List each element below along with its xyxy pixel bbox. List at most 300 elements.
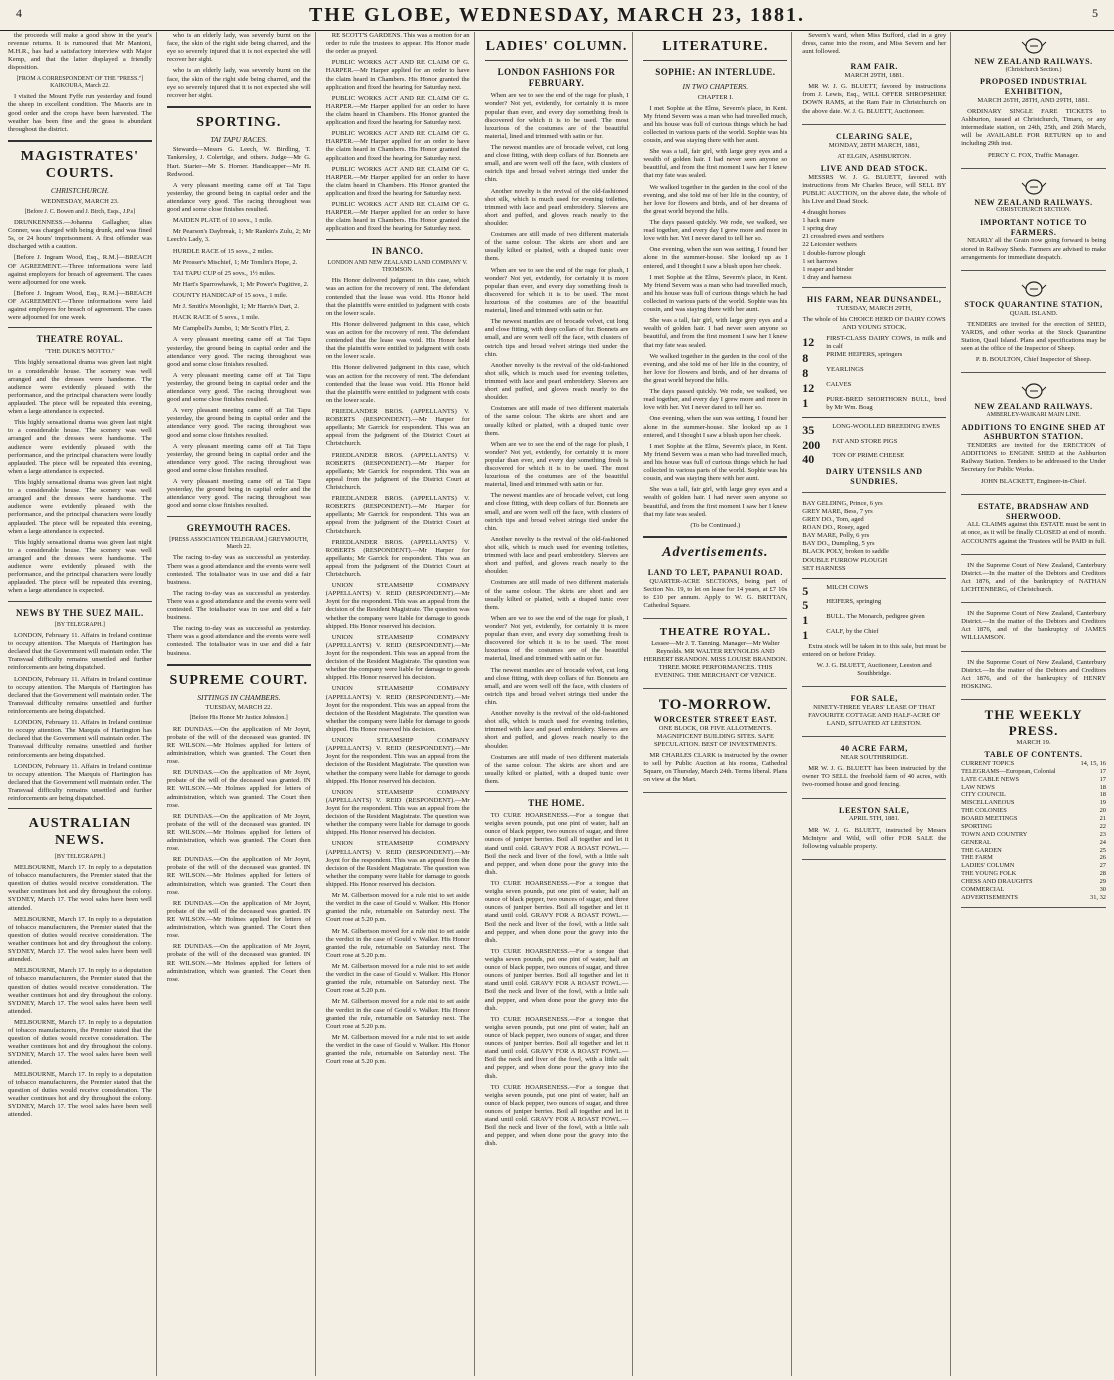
accident-text: who is an elderly lady, was severely burnt on the face, the skin of the right side being charred, and the eye so severely injured that it is not expected she will recover her sight.	[166, 32, 311, 64]
in-banco-text-3e: UNION STEAMSHIP COMPANY (APPELLANTS) V. REID (RESPONDENT).—Mr Joynt for the respondent. This was an appeal from the decision of the Resident Magistrate. The question was whether the company were liable for damage to goods shipped. His Honor reserved his decision.	[325, 788, 470, 837]
exhibition-date: MARCH 26TH, 28TH, AND 29TH, 1881.	[977, 96, 1090, 104]
greymouth-races-heading: GREYMOUTH RACES.	[186, 522, 291, 533]
list-item: 1 hack mare	[802, 217, 835, 225]
magistrates-date: WEDNESDAY, MARCH 23.	[41, 197, 119, 205]
advertisements-heading: Advertisements.	[662, 544, 769, 560]
for-sale-text: NINETY-THREE YEARS' LEASE OF THAT FAVOURITE COTTAGE AND HALF-ACRE OF LAND, SITUATED AT LEESTON.	[808, 704, 941, 728]
list-item: 1 set harrows	[802, 257, 838, 265]
lot-row	[802, 598, 946, 613]
list-item: ROAN DO., Rosey, aged	[802, 524, 869, 532]
crest-icon	[1021, 178, 1047, 196]
greymouth-races-text-b: The racing to-day was as successful as yesterday. There was a good attendance and the events were well contested. The totalisator was in use and did a fair business.	[166, 589, 311, 622]
story-parts: IN TWO CHAPTERS.	[682, 82, 749, 92]
toc-page: 14, 15, 16	[1080, 759, 1106, 767]
crest-icon	[1021, 280, 1047, 298]
toc-title: LAW NEWS	[961, 783, 995, 791]
in-banco-text-2: FRIEDLANDER BROS. (APPELLANTS) V. ROBERTS (RESPONDENT).—Mr Harper for appellants; Mr Garrick for respondent. This was an appeal from the judgment of the District Court at Christchurch.	[325, 407, 470, 448]
lot-row	[802, 628, 946, 643]
lot-number: 1	[802, 613, 809, 628]
race-name: TAI TAPU CUP of 25 sovs., 1½ miles.	[172, 269, 276, 277]
lot-desc: CALF, by the Chief	[826, 627, 879, 635]
ad-land-heading: LAND TO LET, PAPANUI ROAD.	[647, 568, 784, 578]
ram-fair-heading: RAM FAIR.	[850, 62, 898, 72]
nz-railways-sub: (Christchurch Section.)	[1005, 66, 1062, 73]
columns	[4, 32, 1110, 1376]
court-text-e: PUBLIC WORKS ACT AND RE CLAIM OF G. HARPER.—Mr Harper applied for an order to have the claim heard in Chambers. His Honor granted the application and fixed the hearing for Saturday next.	[325, 201, 470, 233]
acre-farm-text: MR W. J. G. BLUETT has been instructed by the owner TO SELL the freehold farm of 40 acres, with two-roomed house and good fencing.	[802, 765, 947, 789]
table-row	[961, 823, 1106, 831]
toc-page: 18	[1099, 791, 1106, 799]
crest-icon	[1021, 382, 1047, 400]
clearing-sale-sub: LIVE AND DEAD STOCK.	[820, 163, 928, 173]
ad-supreme-court-2	[961, 607, 1106, 651]
race-result: Mr Campbell's Jumbo, 1; Mr Scott's Flirt, 2.	[172, 325, 290, 333]
in-banco-text-3d: UNION STEAMSHIP COMPANY (APPELLANTS) V. REID (RESPONDENT).—Mr Joynt for the respondent. This was an appeal from the decision of the Resident Magistrate. The question was whether the company were liable for damage to goods shipped. His Honor reserved his decision.	[325, 737, 470, 785]
table-row	[961, 862, 1106, 870]
in-banco-text-c: His Honor delivered judgment in this case, which was an action for the recovery of rent. The defendant contended that the lease was void. His Honor held that the plaintiffs were entitled to judgment with costs on the lower scale.	[325, 364, 470, 404]
column-7	[957, 32, 1110, 1376]
lot-number: 200	[802, 437, 821, 452]
farmers-notice-text: NEARLY all the Grain now going forward is being stored in Railway Sheds. Farmers are advised to make arrangements for immediate despatch.	[961, 237, 1106, 261]
suez-mail-sub: [BY TELEGRAPH.]	[54, 621, 105, 628]
column-2	[163, 32, 316, 1376]
fashion-text-3b: Another novelty is the revival of the old-fashioned shot silk, which is much used for evening toilettes, trimmed with lace and pearl embroidery. Sleeves are short and puffed, and gloves reach nearly to the shoulder.	[484, 361, 629, 402]
ad-tomorrow-text-2: MR CHARLES CLARK is instructed by the owner to sell by Public Auction at his rooms, Cathedral Square, on Thursday, March 24th. Terms liberal. Plans on view at the Mart.	[643, 752, 788, 784]
supreme-court-text-e: RE DUNDAS.—On the application of Mr Joynt, probate of the will of the deceased was granted. IN RE WILSON.—Mr Holmes applied for letters of administration, which was granted. The Court then rose.	[166, 899, 311, 940]
australian-news-text: MELBOURNE, March 17. In reply to a deputation of tobacco manufacturers, the Premier stated that the question of duties would receive consideration. The weather continues hot and dry throughout the colony. SYDNEY, March 17. The wool sales have been well attended.	[8, 863, 152, 912]
ad-weekly-press	[961, 704, 1106, 908]
fashion-text-4: Costumes are still made of two different materials of the same colour. The skirts are short and are usually kilted or plaited, with a draped tunic over them.	[484, 231, 629, 263]
ad-supreme-court-1	[961, 559, 1106, 603]
table-row	[961, 839, 1106, 847]
in-banco-text-3c: UNION STEAMSHIP COMPANY (APPELLANTS) V. REID (RESPONDENT).—Mr Joynt for the respondent. This was an appeal from the decision of the Resident Magistrate. The question was whether the company were liable for damage to goods shipped. His Honor reserved his decision.	[325, 685, 470, 734]
fashion-text-2b: The newest mantles are of brocade velvet, cut long and close fitting, with deep collars of fur. Bonnets are small, and are worn well off the face, with clusters of ostrich tips and broad velvet strings tied under the chin.	[484, 318, 629, 358]
toc-page: 27	[1099, 862, 1106, 870]
fashion-text-3d: Another novelty is the revival of the old-fashioned shot silk, which is much used for evening toilettes, trimmed with lace and pearl embroidery. Sleeves are short and puffed, and gloves reach nearly to the shoulder.	[484, 710, 629, 750]
toc-title: THE FARM	[961, 854, 993, 862]
story-text-1c: I met Sophie at the Elms, Severn's place, in Kent. My friend Severn was a man who had travelled much, and his house was full of curious things which he had collected in various parts of the world. Sophie was his cousin, and was staying there with her aunt.	[643, 442, 788, 483]
race-results	[167, 217, 311, 333]
toc-page: 18	[1099, 783, 1106, 791]
australian-news-text-d: MELBOURNE, March 17. In reply to a deputation of tobacco manufacturers, the Premier stated that the question of duties would receive consideration. The weather continues hot and dry throughout the colony. SYDNEY, March 17. The wool sales have been well attended.	[8, 1018, 152, 1067]
crest-icon	[1021, 37, 1047, 55]
dairy-utensils-heading: DAIRY UTENSILS AND SUNDRIES.	[825, 467, 923, 486]
in-banco-heading: IN BANCO.	[371, 245, 424, 256]
table-row	[961, 831, 1106, 839]
ad-estate-bradshaw	[961, 499, 1106, 555]
clearing-sale-heading: CLEARING SALE,	[836, 131, 913, 141]
race-result: Mr Pearson's Daybreak, 1; Mr Rankin's Zulu, 2; Mr Leech's Lady, 3.	[166, 228, 311, 244]
magistrates-bench: [Before J. C. Bowen and J. Birch, Esqs., J.P.s]	[24, 208, 136, 215]
toc-title: THE COLONIES	[961, 807, 1007, 815]
theatre-review-d: This highly sensational drama was given last night to a considerable house. The scenery was well arranged and the dresses were handsome. The audience were evidently pleased with the performance, and the principal characters were loudly applauded. The piece will be repeated this evening, when a large attendance is expected.	[8, 538, 152, 595]
list-item: BLACK POLY, broken to saddle	[802, 548, 889, 556]
clearing-sale-items	[802, 209, 946, 282]
toc-page: 30	[1099, 885, 1106, 893]
supreme-court-date: TUESDAY, MARCH 22.	[205, 704, 273, 712]
story-text-2: She was a tall, fair girl, with large grey eyes and a wealth of golden hair. I had never seen anyone so beautiful, and from the first moment I saw her I knew that my fate was sealed.	[643, 148, 788, 180]
in-banco-text-3: UNION STEAMSHIP COMPANY (APPELLANTS) V. REID (RESPONDENT).—Mr Joynt for the respondent. This was an appeal from the decision of the Resident Magistrate. The question was whether the company were liable for damage to goods shipped. His Honor reserved his decision.	[325, 582, 470, 630]
in-banco-text-4b: Mr M. Gilbertson moved for a rule nisi to set aside the verdict in the case of Gould v. Walker. His Honor granted the rule, returnable on Saturday next. The Court rose at 5.20 p.m.	[325, 927, 470, 959]
table-row	[961, 870, 1106, 878]
supreme-notice-2: IN the Supreme Court of New Zealand, Canterbury District.—In the matter of the Debtors and Creditors Act 1876, and of the bankruptcy of JAMES WILLIAMSON.	[961, 610, 1106, 642]
lot-number: 5	[802, 598, 809, 613]
fashion-text-1b: When are we to see the end of the rage for plush, I wonder? Not yet, evidently, for certainly it is more popular than ever, and every day something fresh is discovered for which it is to be used. The most luxurious of the costumes are of the beautiful material, lined and trimmed with satin or fur.	[484, 266, 629, 315]
race-result: Mr Hart's Sparrowhawk, 1; Mr Power's Fugitive, 2.	[172, 280, 309, 288]
story-title: SOPHIE: AN INTERLUDE.	[655, 67, 776, 78]
lot-desc: PRIME HEIFERS, springers	[826, 351, 903, 359]
court-text-b: PUBLIC WORKS ACT AND RE CLAIM OF G. HARPER.—Mr Harper applied for an order to have the claim heard in Chambers. His Honor granted the application and fixed the hearing for Saturday next.	[325, 94, 470, 127]
for-sale-heading: FOR SALE,	[850, 694, 898, 704]
court-text-d: PUBLIC WORKS ACT AND RE CLAIM OF G. HARPER.—Mr Harper applied for an order to have the claim heard in Chambers. His Honor granted the application and fixed the hearing for Saturday next.	[325, 165, 470, 197]
lot-row	[802, 335, 946, 351]
nz-railways-2-heading: NEW ZEALAND RAILWAYS.	[974, 197, 1093, 207]
theatre-review-b: This highly sensational drama was given last night to a considerable house. The scenery was well arranged and the dresses were handsome. The audience were evidently pleased with the performance, and the principal characters were loudly applauded. The piece will be repeated this evening, when a large attendance is expected.	[8, 419, 152, 475]
lot-number: 40	[802, 452, 815, 467]
magistrates-cases-2: [Before J. Ingram Wood, Esq., R.M.]—BREACH OF AGREEMENT.—Three informations were laid against employers for breach of agreement. The cases were adjourned for one week.	[8, 254, 152, 286]
lot-number: 12	[802, 335, 815, 350]
toc-title: CURRENT TOPICS	[961, 759, 1015, 767]
ad-supreme-court-3	[961, 656, 1106, 700]
acre-farm-sub: NEAR SOUTHBRIDGE.	[840, 754, 909, 762]
ad-tomorrow-text: ONE BLOCK, OR FIVE ALLOTMENTS. MAGNIFICENT BUILDING SITES. SAFE SPECULATION. BEST OF INVESTMENTS.	[653, 724, 777, 748]
table-row	[961, 854, 1106, 862]
list-item: 21 crossbred ewes and wethers	[802, 233, 884, 241]
stock-quarantine-signature: P. B. BOULTON, Chief Inspector of Sheep.	[975, 356, 1092, 364]
in-banco-text-4: Mr M. Gilbertson moved for a rule nisi to set aside the verdict in the case of Gould v. Walker. His Honor granted the rule, returnable on Saturday next. The Court rose at 5.20 p.m.	[325, 892, 470, 924]
lot-desc: YEARLINGS	[826, 366, 864, 374]
ad-40-acre-farm	[802, 741, 946, 798]
in-banco-case: LONDON AND NEW ZEALAND LAND COMPANY V. THOMSON.	[327, 259, 468, 273]
tai-tapu-races-heading: TAI TAPU RACES.	[210, 135, 268, 145]
toc-page: 17	[1099, 767, 1106, 775]
supreme-notice-3: IN the Supreme Court of New Zealand, Canterbury District.—In the matter of the Debtors and Creditors Act 1876, and of the bankruptcy of HENRY HOSKING.	[961, 658, 1106, 690]
list-item: GREY MARE, Bess, 7 yrs	[802, 507, 873, 515]
story-text-3b: We walked together in the garden in the cool of the evening, and she told me of her life in the country, of her love for flowers and birds, and of her dreams of the great world beyond the hills.	[643, 352, 788, 384]
lot-number: 8	[802, 366, 809, 381]
ad-leeston-sale	[802, 803, 946, 860]
clearing-sale-text: MESSRS W. J. G. BLUETT, favored with instructions from Mr Charles Bruce, will SELL BY PUBLIC AUCTION, on the above date, the whole of his Live and Dead Stock.	[802, 173, 947, 205]
ram-fair-date: MARCH 29TH, 1881.	[844, 72, 904, 80]
magistrates-cases: DRUNKENNESS.—Johanna Gallagher, alias Conner, was charged with being drunk, and was fined 5s, or 24 hours' imprisonment. A first offender was discharged with a caution.	[8, 218, 152, 251]
races-intro-b: A very pleasant meeting came off at Tai Tapu yesterday, the ground being in capital order and the attendance very good. The racing throughout was good and some close finishes resulted.	[166, 336, 311, 368]
list-item: 22 Leicester wethers	[802, 241, 857, 249]
column-3	[322, 32, 475, 1376]
fashion-text-4c: Costumes are still made of two different materials of the same colour. The skirts are short and are usually kilted or plaited, with a draped tunic over them.	[484, 579, 629, 611]
toc-title: LATE CABLE NEWS	[961, 775, 1020, 783]
toc-title: SPORTING	[961, 822, 993, 830]
toc-page: 25	[1099, 846, 1106, 854]
article-intro: the proceeds will make a good show in the year's revenue returns. It is rumoured that Mr Mantoni, M.H.R., has had a satisfactory interview with Major Kemp, and that the latter displayed a friendly disposition.	[8, 32, 152, 72]
weekly-press-heading: THE WEEKLY PRESS.	[984, 707, 1083, 738]
supreme-court-heading: SUPREME COURT.	[169, 672, 309, 688]
lot-desc: TON OF PRIME CHEESE	[832, 452, 905, 460]
race-result: Mr Prosser's Mischief, 1; Mr Tomlin's Hope, 2.	[172, 258, 298, 266]
race-name: MAIDEN PLATE of 10 sovs., 1 mile.	[172, 217, 273, 225]
toc-title: TOWN AND COUNTRY	[961, 830, 1028, 838]
ad-theatre-royal	[643, 623, 787, 689]
home-text-b: TO CURE HOARSENESS.—For a tongue that weighs seven pounds, put one pint of water, half an ounce of black pepper, two ounces of sugar, and three ounces of juniper berries. Boil all together and let it stand until cold. GRAVY FOR A ROAST FOWL.—Boil the neck and liver of the fowl, with a little salt and pepper, and when done pour the gravy into the dish.	[484, 880, 629, 944]
acre-farm-heading: 40 ACRE FARM,	[840, 744, 908, 754]
leeston-date: APRIL 5TH, 1881.	[848, 815, 900, 823]
suez-mail-text-d: LONDON, February 11. Affairs in Ireland continue to occupy attention. The Marquis of Hartington has declared that the Government will maintain order. The Transvaal difficulty remains unsettled and further reinforcements are being dispatched.	[8, 762, 152, 803]
races-intro-f: A very pleasant meeting came off at Tai Tapu yesterday, the ground being in capital order and the attendance very good. The racing throughout was good and some close finishes resulted.	[166, 478, 311, 510]
ad-land-text: QUARTER-ACRE SECTIONS, being part of Section No. 19, to let on lease for 14 years, at £7 10s to £10 per annum. Apply to W. G. BRITTAN, Cathedral Square.	[643, 577, 788, 610]
engine-shed-signature: JOHN BLACKETT, Engineer-in-Chief.	[980, 477, 1087, 485]
lot-desc: PURE-BRED SHORTHORN BULL, bred by Mr Wm. Boag	[826, 395, 947, 411]
suez-mail-text-b: LONDON, February 11. Affairs in Ireland continue to occupy attention. The Marquis of Hartington has declared that the Government will maintain order. The Transvaal difficulty remains unsettled and further reinforcements are being dispatched.	[8, 675, 152, 715]
fashion-text-1c: When are we to see the end of the rage for plush, I wonder? Not yet, evidently, for certainly it is more popular than ever, and every day something fresh is discovered for which it is to be used. The most luxurious of the costumes are of the beautiful material, lined and trimmed with satin or fur.	[484, 440, 629, 489]
lot-number: 12	[802, 380, 815, 395]
story-text-3: We walked together in the garden in the cool of the evening, and she told me of her life in the country, of her love for flowers and birds, and of her dreams of the great world beyond the hills.	[643, 183, 788, 215]
table-row	[961, 886, 1106, 894]
magistrates-cases-2b: [Before J. Ingram Wood, Esq., R.M.]—BREACH OF AGREEMENT.—Three informations were laid against employers for breach of agreement. The cases were adjourned for one week.	[8, 289, 152, 322]
in-banco-text-3b: UNION STEAMSHIP COMPANY (APPELLANTS) V. REID (RESPONDENT).—Mr Joynt for the respondent. This was an appeal from the decision of the Resident Magistrate. The question was whether the company were liable for damage to goods shipped. His Honor reserved his decision.	[325, 633, 470, 682]
estate-text: ALL CLAIMS against this ESTATE must be sent in at once, as it will be finally CLOSED at end of month. ACCOUNTS against the Trustees will be PAID in full.	[961, 521, 1106, 545]
bluett-signature: W. J. G. BLUETT, Auctioneer, Leeston and Southbridge.	[816, 661, 932, 678]
fashion-text-4d: Costumes are still made of two different materials of the same colour. The skirts are short and are usually kilted or plaited, with a draped tunic over them.	[484, 753, 629, 785]
supreme-court-sub: SITTINGS IN CHAMBERS.	[197, 692, 281, 702]
story-chapter: CHAPTER I.	[697, 93, 734, 101]
toc-title: MISCELLANEOUS	[961, 799, 1015, 807]
ad-horses	[802, 497, 946, 687]
clearing-sale-date: MONDAY, 28TH MARCH, 1881,	[828, 141, 920, 149]
engine-shed-title: ADDITIONS TO ENGINE SHED AT ASHBURTON STATION.	[961, 422, 1106, 442]
story-text-2b: She was a tall, fair girl, with large grey eyes and a wealth of golden hair. I had never seen anyone so beautiful, and from the first moment I saw her I knew that my fate was sealed.	[643, 317, 788, 349]
table-row	[961, 807, 1106, 815]
column-5	[639, 32, 792, 1376]
lot-row	[802, 452, 946, 467]
stock-quarantine-text: TENDERS are invited for the erection of SHED, YARDS, and other works at the Stock Quarantine Station, Quail Island. Plans and specifications may be seen at the office of the Inspector of Sheep.	[961, 320, 1106, 353]
toc-page: 28	[1099, 870, 1106, 878]
ad-stock-quarantine	[961, 275, 1106, 373]
toc-page: 19	[1099, 799, 1106, 807]
ad-theatre-heading: THEATRE ROYAL.	[659, 626, 771, 639]
greymouth-races-text-c: The racing to-day was as successful as yesterday. There was a good attendance and the events were well contested. The totalisator was in use and did a fair business.	[166, 625, 311, 657]
australian-news-text-b: MELBOURNE, March 17. In reply to a deputation of tobacco manufacturers, the Premier stated that the question of duties would receive consideration. The weather continues hot and dry throughout the colony. SYDNEY, March 17. The wool sales have been well attended.	[8, 915, 152, 964]
supreme-court-text: RE DUNDAS.—On the application of Mr Joynt, probate of the will of the deceased was granted. IN RE WILSON.—Mr Holmes applied for letters of administration, which was granted. The Court then rose.	[166, 725, 311, 766]
column-6	[798, 32, 951, 1376]
exhibition-text: ORDINARY SINGLE FARE TICKETS to Ashburton, issued at Christchurch, Timaru, or any intermediate station, on 24th, 25th, and 26th March, will be AVAILABLE FOR RETURN up to and including 29th inst.	[961, 107, 1106, 148]
in-banco-text-b: His Honor delivered judgment in this case, which was an action for the recovery of rent. The defendant contended that the lease was void. His Honor held that the plaintiffs were entitled to judgment with costs on the lower scale.	[325, 320, 470, 361]
list-item: BAY DO., Dumpling, 5 yrs	[802, 540, 875, 548]
lot-number: 1	[802, 395, 809, 410]
toc-page: 26	[1099, 854, 1106, 862]
leeston-text: MR W. J. G. BLUETT, instructed by Messrs McIntyre and Wild, will offer FOR SALE the following valuable property.	[802, 826, 947, 850]
greymouth-races-sub: [PRESS ASSOCIATION TELEGRAM.] GREYMOUTH, March 22.	[169, 536, 309, 551]
ladies-column-heading: LADIES' COLUMN.	[485, 39, 628, 54]
lot-desc: HEIFERS, springing	[826, 598, 882, 606]
ad-theatre-text: Lessee—Mr J. T. Tanning. Manager—Mr Walter Reynolds. MR WALTER REYNOLDS AND HERBERT BRANDON. MISS LOUISE BRANDON. THREE MORE PERFORMANCES. THIS EVENING. THE MERCHANT OF VENICE.	[643, 639, 788, 680]
fashion-text-3: Another novelty is the revival of the old-fashioned shot silk, which is much used for evening toilettes, trimmed with lace and pearl embroidery. Sleeves are short and puffed, and gloves reach nearly to the shoulder.	[484, 187, 629, 227]
lot-desc: FAT AND STORE PIGS	[832, 437, 898, 445]
toc-title: THE YOUNG FOLK	[961, 870, 1017, 878]
fashion-text-1: When are we to see the end of the rage for plush, I wonder? Not yet, evidently, for certainly it is more popular than ever, and every day something fresh is discovered for which it is to be used. The most luxurious of the costumes are of the beautiful material, lined and trimmed with satin or fur.	[484, 92, 629, 140]
table-row	[961, 815, 1106, 823]
newspaper-title: THE GLOBE, WEDNESDAY, MARCH 23, 1881.	[308, 3, 806, 26]
lot-desc: CALVES	[826, 380, 852, 388]
nz-railways-heading: NEW ZEALAND RAILWAYS.	[974, 57, 1093, 66]
lot-row	[802, 438, 946, 453]
toc-heading: TABLE OF CONTENTS.	[984, 750, 1083, 760]
australian-news-sub: [BY TELEGRAPH.]	[54, 853, 105, 860]
races-intro-d: A very pleasant meeting came off at Tai Tapu yesterday, the ground being in capital order and the attendance very good. The racing throughout was good and some close finishes resulted.	[166, 407, 311, 439]
lot-desc: MILCH COWS	[826, 583, 869, 591]
theatre-review: This highly sensational drama was given last night to a considerable house. The scenery was well arranged and the dresses were handsome. The audience were evidently pleased with the performance, and the principal characters were loudly applauded. The piece will be repeated this evening, when a large attendance is expected.	[8, 359, 152, 416]
lot-number: 8	[802, 351, 809, 366]
ad-clearing-sale	[802, 129, 946, 288]
race-name: COUNTY HANDICAP of 15 sovs., 1 mile.	[172, 291, 288, 299]
ad-tomorrow	[643, 693, 787, 793]
list-item: 1 double-furrow plough	[802, 249, 866, 257]
estate-heading: ESTATE, BRADSHAW AND SHERWOOD.	[977, 501, 1090, 521]
fashion-text-1d: When are we to see the end of the rage for plush, I wonder? Not yet, evidently, for certainly it is more popular than ever, and every day something fresh is discovered for which it is to be used. The most luxurious of the costumes are of the beautiful material, lined and trimmed with satin or fur.	[484, 614, 629, 663]
story-text-1b: I met Sophie at the Elms, Severn's place, in Kent. My friend Severn was a man who had travelled much, and his house was full of curious things which he had collected in various parts of the world. Sophie was his cousin, and was staying there with her aunt.	[643, 273, 788, 314]
australian-news-text-e: MELBOURNE, March 17. In reply to a deputation of tobacco manufacturers, the Premier stated that the question of duties would receive consideration. The weather continues hot and dry throughout the colony. SYDNEY, March 17. The wool sales have been well attended.	[8, 1070, 152, 1119]
lot-row	[802, 366, 946, 381]
lot-desc: FIRST-CLASS DAIRY COWS, in milk and in calf	[826, 335, 947, 351]
fashion-text-4b: Costumes are still made of two different materials of the same colour. The skirts are short and are usually kilted or plaited, with a draped tunic over them.	[484, 405, 629, 437]
toc-title: THE GARDEN	[961, 846, 1002, 854]
toc-page: 31, 32	[1090, 893, 1106, 901]
fashion-text-2: The newest mantles are of brocade velvet, cut long and close fitting, with deep collars of fur. Bonnets are small, and are worn well off the face, with clusters of ostrich tips and broad velvet strings tied under the chin.	[484, 144, 629, 184]
list-item: 1 spring dray	[802, 225, 838, 233]
list-item: BAY GELDING, Prince, 6 yrs	[802, 499, 883, 507]
supreme-court-text-c: RE DUNDAS.—On the application of Mr Joynt, probate of the will of the deceased was granted. IN RE WILSON.—Mr Holmes applied for letters of administration, which was granted. The Court then rose.	[166, 812, 311, 853]
london-fashions-heading: LONDON FASHIONS FOR FEBRUARY.	[497, 67, 616, 89]
story-text-1: I met Sophie at the Elms, Severn's place, in Kent. My friend Severn was a man who had travelled much, and his house was full of curious things which he had collected in various parts of the world. Sophie was his cousin, and was staying there with her aunt.	[643, 104, 788, 145]
table-row	[961, 791, 1106, 799]
supreme-court-text-b: RE DUNDAS.—On the application of Mr Joynt, probate of the will of the deceased was granted. IN RE WILSON.—Mr Holmes applied for letters of administration, which was granted. The Court then rose.	[166, 769, 311, 809]
toc-title: LADIES' COLUMN	[961, 862, 1015, 870]
correspondent-text: I visited the Mount Fyffe run yesterday and found the sheep in excellent condition. The Maoris are in good order and the crops have been harvested. The weather has been fine and the grass is abundant throughout the district.	[8, 93, 152, 133]
lot-row	[802, 584, 946, 599]
list-item: 1 reaper and binder	[802, 265, 854, 273]
ad-dunsandel-farm	[802, 292, 946, 493]
magistrates-heading: MAGISTRATES' COURTS.	[20, 148, 140, 182]
ad-nz-railways-exhibition	[961, 32, 1106, 169]
page-number-right: 5	[1092, 6, 1098, 20]
toc-page: 22	[1099, 822, 1106, 830]
dunsandel-text: The whole of his CHOICE HERD OF DAIRY COWS AND YOUNG STOCK.	[802, 315, 946, 332]
stock-quarantine-heading: STOCK QUARANTINE STATION,	[964, 299, 1103, 309]
races-intro-e: A very pleasant meeting came off at Tai Tapu yesterday, the ground being in capital order and the attendance very good. The racing throughout was good and some close finishes resulted.	[166, 442, 311, 475]
nz-railways-2-sub: CHRISTCHURCH SECTION.	[996, 207, 1071, 214]
toc-title: COMMERCIAL	[961, 885, 1005, 893]
toc-title: BOARD MEETINGS	[961, 815, 1018, 823]
toc-title: CHESS AND DRAUGHTS	[961, 878, 1033, 886]
toc-page: 17	[1099, 775, 1106, 783]
court-text-c: PUBLIC WORKS ACT AND RE CLAIM OF G. HARPER.—Mr Harper applied for an order to have the claim heard in Chambers. His Honor granted the application and fixed the hearing for Saturday next.	[325, 130, 470, 162]
table-of-contents	[961, 760, 1106, 902]
supreme-court-text-f: RE DUNDAS.—On the application of Mr Joynt, probate of the will of the deceased was granted. IN RE WILSON.—Mr Holmes applied for letters of administration, which was granted. The Court then rose.	[166, 943, 311, 983]
toc-page: 29	[1099, 878, 1106, 886]
story-continued: (To be Continued.)	[690, 521, 741, 529]
table-row	[961, 768, 1106, 776]
leeston-heading: LEESTON SALE,	[839, 805, 910, 815]
australian-news-text-c: MELBOURNE, March 17. In reply to a deputation of tobacco manufacturers, the Premier stated that the question of duties would receive consideration. The weather continues hot and dry throughout the colony. SYDNEY, March 17. The wool sales have been well attended.	[8, 967, 152, 1015]
ad-nz-railways-farmers	[961, 173, 1106, 271]
fashion-text-2c: The newest mantles are of brocade velvet, cut long and close fitting, with deep collars of fur. Bonnets are small, and are worn well off the face, with clusters of ostrich tips and broad velvet strings tied under the chin.	[484, 492, 629, 532]
list-item: 4 draught horses	[802, 209, 846, 217]
correspondent-line: [FROM A CORRESPONDENT OF THE "PRESS."] KAIKOURA, March 22.	[16, 75, 144, 89]
table-row	[961, 847, 1106, 855]
australian-news-heading: AUSTRALIAN NEWS.	[28, 816, 132, 849]
race-name: HACK RACE of 5 sovs., 1 mile.	[172, 314, 260, 322]
ad-for-sale	[802, 691, 946, 737]
theatre-subheading: "THE DUKE'S MOTTO."	[45, 348, 115, 356]
in-banco-text-4d: Mr M. Gilbertson moved for a rule nisi to set aside the verdict in the case of Gould v. Walker. His Honor granted the rule, returnable on Saturday next. The Court rose at 5.20 p.m.	[325, 998, 470, 1030]
column-1	[4, 32, 157, 1376]
suez-mail-text: LONDON, February 11. Affairs in Ireland continue to occupy attention. The Marquis of Hartington has declared that the Government will maintain order. The Transvaal difficulty remains unsettled and further reinforcements are being dispatched.	[8, 631, 152, 672]
in-banco-text-3f: UNION STEAMSHIP COMPANY (APPELLANTS) V. REID (RESPONDENT).—Mr Joynt for the respondent. This was an appeal from the decision of the Resident Magistrate. The question was whether the company were liable for damage to goods shipped. His Honor reserved his decision.	[325, 840, 470, 888]
story-text-5: One evening, when the sun was setting, I found her alone in the summer-house. She looked up as I entered, and I thought I saw a blush upon her cheek.	[643, 246, 788, 270]
stock-quarantine-sub: QUAIL ISLAND.	[1009, 309, 1058, 317]
table-row	[961, 799, 1106, 807]
page-number-left: 4	[16, 6, 22, 20]
list-item: GREY DO., Tom, aged	[802, 515, 864, 523]
supreme-notice-1: IN the Supreme Court of New Zealand, Canterbury District.—In the matter of the Debtors and Creditors Act 1876, and of the bankruptcy of NATHAN LICHTENBERG, of Christchurch.	[961, 561, 1106, 594]
suez-mail-text-c: LONDON, February 11. Affairs in Ireland continue to occupy attention. The Marquis of Hartington has declared that the Government will maintain order. The Transvaal difficulty remains unsettled and further reinforcements are being dispatched.	[8, 719, 152, 759]
toc-title: CITY COUNCIL	[961, 791, 1006, 799]
the-home-heading: THE HOME.	[528, 798, 585, 809]
ad-tomorrow-heading: TO-MORROW.	[658, 697, 772, 714]
lot-desc: BULL. The Monarch, pedigree given	[826, 613, 925, 621]
races-intro: A very pleasant meeting came off at Tai Tapu yesterday, the ground being in capital order and the attendance very good. The racing throughout was good and some close finishes resulted.	[166, 181, 311, 214]
list-item: DOUBLE FURROW PLOUGH	[802, 556, 888, 564]
toc-title: ADVERTISEMENTS	[961, 893, 1018, 901]
in-banco-text-4c: Mr M. Gilbertson moved for a rule nisi to set aside the verdict in the case of Gould v. Walker. His Honor granted the rule, returnable on Saturday next. The Court rose at 5.20 p.m.	[325, 962, 470, 995]
nz-railways-3-sub: AMBERLEY-WAIKARI MAIN LINE.	[986, 412, 1081, 419]
sporting-heading: SPORTING.	[196, 114, 282, 130]
home-text-c: TO CURE HOARSENESS.—For a tongue that weighs seven pounds, put one pint of water, half an ounce of black pepper, two ounces of sugar, and three ounces of juniper berries. Boil all together and let it stand until cold. GRAVY FOR A ROAST FOWL.—Boil the neck and liver of the fowl, with a little salt and pepper, and when done pour the gravy into the dish.	[484, 947, 629, 1012]
in-banco-text-2d: FRIEDLANDER BROS. (APPELLANTS) V. ROBERTS (RESPONDENT).—Mr Harper for appellants; Mr Garrick for respondent. This was an appeal from the judgment of the District Court at Christchurch.	[325, 538, 470, 579]
ram-fair-text: MR W. J. G. BLUETT, favored by instructions from J. Lewis, Esq., WILL OFFER SHROPSHIRE DOWN RAMS, at the Ram Fair in Christchurch on the above date. W. J. G. BLUETT, Auctioneer.	[802, 83, 947, 115]
court-text: PUBLIC WORKS ACT AND RE CLAIM OF G. HARPER.—Mr Harper applied for an order to have the claim heard in Chambers. His Honor granted the application and fixed the hearing for Saturday next.	[325, 59, 470, 91]
story-text-2c: She was a tall, fair girl, with large grey eyes and a wealth of golden hair. I had never seen anyone so beautiful, and from the first moment I saw her I knew that my fate was sealed.	[643, 486, 788, 518]
list-item: SET HARNESS	[802, 564, 846, 572]
exhibition-signature: PERCY C. FOX, Traffic Manager.	[988, 151, 1080, 159]
supreme-court-text-d: RE DUNDAS.—On the application of Mr Joynt, probate of the will of the deceased was granted. IN RE WILSON.—Mr Holmes applied for letters of administration, which was granted. The Court then rose.	[166, 856, 311, 896]
story-text-4: The days passed quickly. We rode, we walked, we read together, and every day I grew more and more in love with her. Yet I never dared to tell her so.	[643, 219, 788, 243]
masthead	[0, 0, 1114, 31]
literature-heading: LITERATURE.	[662, 39, 769, 54]
stewards-text: Stewards—Messrs G. Leech, W. Birdling, T. Tankersley, J. Coleridge, and others. Judge—Mr G. Hart. Starter—Mr S. Horner. Handicapper—Mr H. Redwood.	[166, 146, 311, 178]
toc-title: TELEGRAMS—European, Colonial	[961, 767, 1056, 775]
home-text-e: TO CURE HOARSENESS.—For a tongue that weighs seven pounds, put one pint of water, half an ounce of black pepper, two ounces of sugar, and three ounces of juniper berries. Boil all together and let it stand until cold. GRAVY FOR A ROAST FOWL.—Boil the neck and liver of the fowl, with a little salt and pepper, and when done pour the gravy into the dish.	[484, 1083, 629, 1148]
table-row	[961, 894, 1106, 902]
lot-row	[802, 423, 946, 438]
engine-shed-text: TENDERS are invited for the ERECTION of ADDITIONS to ENGINE SHED at the Ashburton Railway Station. Tenders to be addressed to the Under Secretary for Public Works.	[961, 442, 1106, 474]
clearing-sale-place: AT ELGIN, ASHBURTON.	[837, 152, 912, 160]
lot-number: 5	[802, 583, 809, 598]
home-text-d: TO CURE HOARSENESS.—For a tongue that weighs seven pounds, put one pint of water, half an ounce of black pepper, two ounces of sugar, and three ounces of juniper berries. Boil all together and let it stand until cold. GRAVY FOR A ROAST FOWL.—Boil the neck and liver of the fowl, with a little salt and pepper, and when done pour the gravy into the dish.	[484, 1015, 629, 1080]
lot-number: 1	[802, 627, 809, 642]
table-row	[961, 878, 1106, 886]
table-row	[961, 784, 1106, 792]
exhibition-title: PROPOSED INDUSTRIAL EXHIBITION,	[979, 77, 1088, 97]
court-continued: RE SCOTT'S GARDENS. This was a motion for an order to rule the trustees to appear. His Honor made the order as prayed.	[325, 32, 470, 56]
race-name: HURDLE RACE of 15 sovs., 2 miles.	[172, 247, 274, 255]
story-text-5b: One evening, when the sun was setting, I found her alone in the summer-house. She looked up as I entered, and I thought I saw a blush upon her cheek.	[643, 415, 788, 439]
in-banco-text-4e: Mr M. Gilbertson moved for a rule nisi to set aside the verdict in the case of Gould v. Walker. His Honor granted the rule, returnable on Saturday next. The Court rose at 5.20 p.m.	[325, 1033, 470, 1066]
table-row	[961, 760, 1106, 768]
ad-ram-fair	[802, 59, 946, 124]
list-item: BAY MARE, Polly, 6 yrs	[802, 532, 870, 540]
lot-number: 35	[802, 422, 815, 437]
in-banco-text: His Honor delivered judgment in this case, which was an action for the recovery of rent. The defendant contended that the lease was void. His Honor held that the plaintiffs were entitled to judgment with costs on the lower scale.	[325, 277, 470, 317]
lot-desc: LONG-WOOLLED BREEDING EWES	[832, 422, 940, 430]
